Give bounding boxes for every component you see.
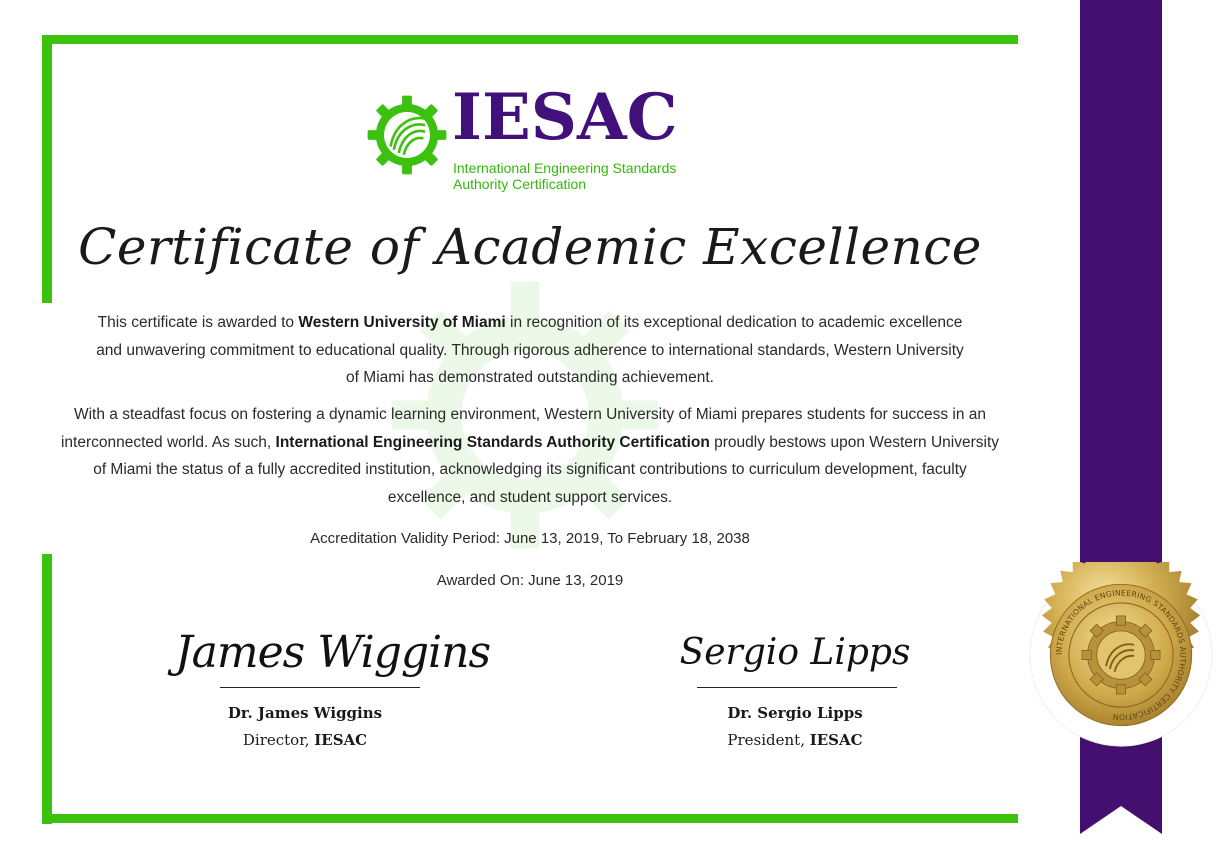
president-name: Dr. Sergio Lipps xyxy=(727,704,863,722)
logo-subtitle-line2: Authority Certification xyxy=(453,176,587,192)
gear-shell-icon xyxy=(366,94,448,176)
president-signature: Sergio Lipps xyxy=(679,632,911,673)
signature-block-director xyxy=(175,620,491,749)
signature-line xyxy=(697,687,897,688)
certificate-title: Certificate of Academic Excellence xyxy=(78,218,982,276)
certificate-paragraph-2 xyxy=(60,401,1000,511)
paragraph-2-suffix: proudly bestows upon Western University of Miami the status of a fully accredited institution, acknowledging its significant contributions to curriculum development, faculty excellence, and student support services. xyxy=(93,433,1000,506)
director-name: Dr. James Wiggins xyxy=(227,704,383,722)
logo-subtitle xyxy=(453,160,676,192)
frame-bottom-border xyxy=(42,814,1018,823)
director-role: Director, xyxy=(242,731,315,749)
awarded-date: Awarded On: June 13, 2019 xyxy=(436,572,624,589)
frame-left-border-upper xyxy=(42,35,52,303)
frame-top-border xyxy=(42,35,1018,44)
president-role: President, xyxy=(727,731,810,749)
certificate-paragraph-1 xyxy=(60,309,1000,392)
president-title xyxy=(665,731,925,749)
seal-ring-text: INTERNATIONAL ENGINEERING STANDARDS AUTHORITY CERTIFICATION xyxy=(1054,588,1188,722)
paragraph-1-prefix: This certificate is awarded to xyxy=(97,314,299,331)
logo-subtitle-line1: International Engineering Standards xyxy=(453,160,677,176)
frame-left-border-lower xyxy=(42,554,52,824)
paragraph-2-prefix: With a steadfast focus on fostering a dynamic learning environment, Western University of Miami prepares students for success in an interconnected world. As such, xyxy=(60,406,987,451)
validity-period: Accreditation Validity Period: June 13, 2019, To February 18, 2038 xyxy=(310,530,750,547)
signature-line xyxy=(220,687,420,688)
logo-wordmark: IESAC xyxy=(452,80,678,155)
authority-name: International Engineering Standards Authority Certification xyxy=(275,433,710,451)
recipient-name: Western University of Miami xyxy=(298,314,506,331)
president-org: IESAC xyxy=(809,731,863,749)
paragraph-1-suffix: in recognition of its exceptional dedication to academic excellence and unwavering commitment to educational quality. Through rigorous adherence to international standards, Western University of Miami has demonstrated outstanding achievement. xyxy=(96,314,964,386)
director-signature: James Wiggins xyxy=(175,627,491,678)
signature-block-president xyxy=(665,620,925,749)
director-title xyxy=(175,731,435,749)
director-org: IESAC xyxy=(314,731,368,749)
iesac-logo xyxy=(366,80,706,197)
gold-seal-icon xyxy=(1028,562,1214,748)
